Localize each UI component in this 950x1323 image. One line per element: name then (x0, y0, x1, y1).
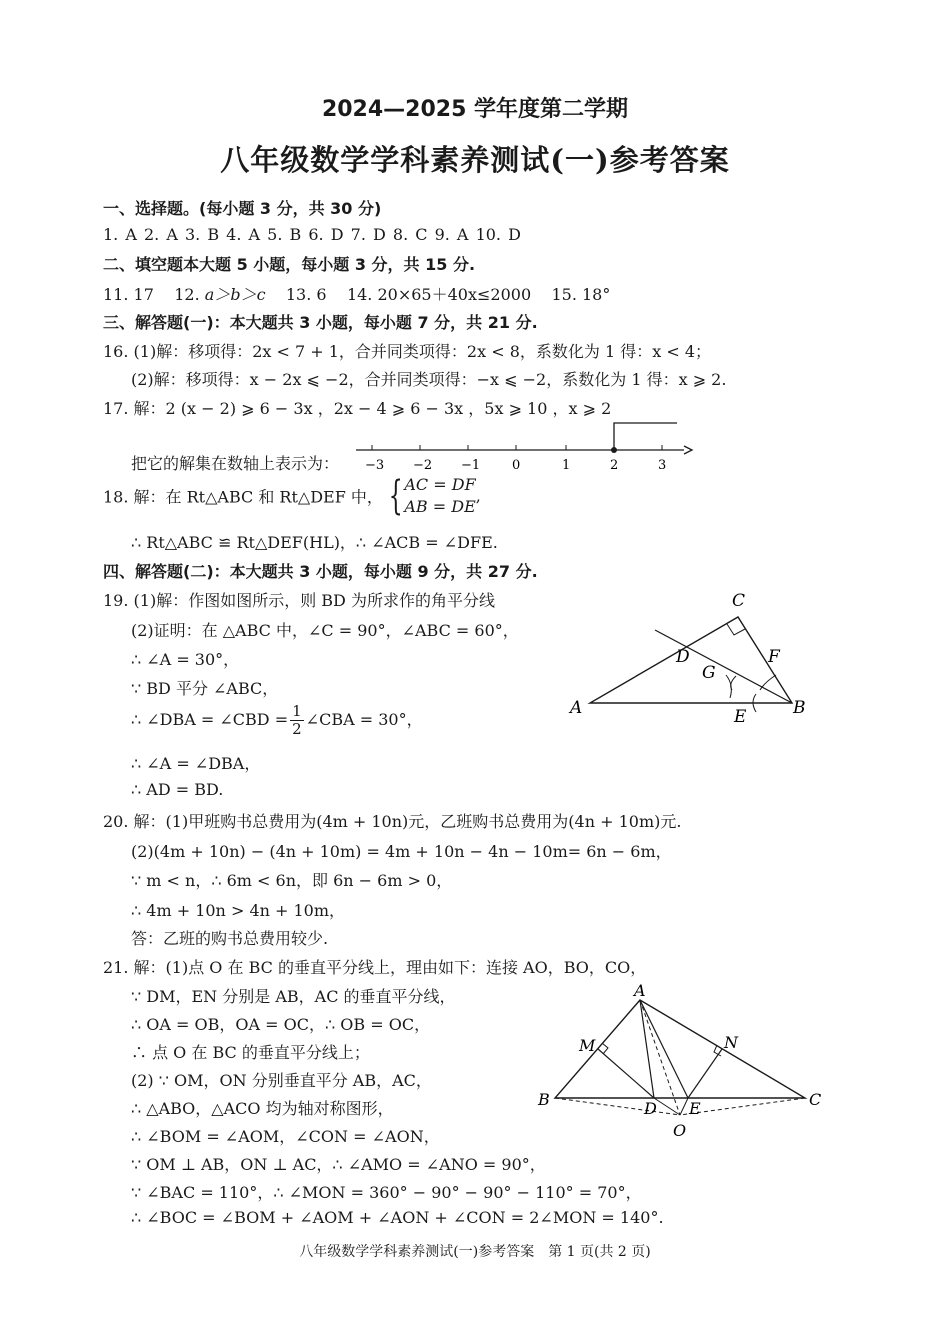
tick-label: 3 (658, 458, 667, 473)
q19-line7: ∴ AD = BD. (131, 780, 224, 799)
segment-eo (680, 1098, 688, 1115)
label-b: B (793, 698, 806, 718)
right-angle-mark (727, 624, 745, 635)
section2-answers (103, 282, 610, 305)
right-angle-mark-m (602, 1043, 608, 1054)
answer-15: 15. 18° (551, 285, 611, 304)
tick-label: 0 (512, 458, 521, 473)
perp-bisector-en (688, 1049, 722, 1098)
section2-heading: 二、填空题本大题 5 小题，每小题 3 分，共 15 分. (103, 255, 476, 274)
system-brace: { (388, 473, 403, 519)
perp-bisector-dm (598, 1049, 654, 1098)
q18-intro-row (103, 474, 481, 518)
answer-14-expr: 20×65＋40x≤2000 (377, 285, 532, 304)
q19-line5a: ∴ ∠DBA = ∠CBD = (131, 710, 289, 729)
answer-13: 13. 6 (285, 285, 327, 304)
q21-line4: ∴ 点 O 在 BC 的垂直平分线上； (131, 1043, 370, 1062)
fraction-denominator: 2 (292, 720, 302, 738)
section3-heading: 三、解答题(一)：本大题共 3 小题，每小题 7 分，共 21 分. (103, 313, 538, 332)
term-heading: 2024—2025 学年度第二学期 (321, 97, 629, 122)
label-b: B (538, 1090, 550, 1109)
answer-12-label: 12. (174, 285, 200, 304)
q21-line3: ∴ OA = OB，OA = OC，∴ OB = OC， (131, 1015, 431, 1034)
section1-answers: 1. A 2. A 3. B 4. A 5. B 6. D 7. D 8. C 9. A 10. D (103, 225, 521, 244)
q21-line6: ∴ △ABO，△ACO 均为轴对称图形， (131, 1099, 394, 1118)
q21-line1: 21. 解：(1)点 O 在 BC 的垂直平分线上，理由如下：连接 AO，BO，CO， (103, 958, 647, 977)
q18-comma: , (475, 486, 481, 506)
section1-heading: 一、选择题。(每小题 3 分，共 30 分) (103, 199, 382, 218)
figure-19 (560, 590, 820, 730)
q16-part1: 16. (1)解：移项得：2x < 7 + 1，合并同类项得：2x < 8，系数化为 1 得：x < 4； (103, 342, 712, 361)
answer-14-label: 14. (346, 285, 373, 304)
section4-heading: 四、解答题(二)：本大题共 3 小题，每小题 9 分，共 27 分. (103, 562, 538, 581)
q19-line6: ∴ ∠A = ∠DBA， (131, 754, 261, 773)
q20-line2: (2)(4m + 10n) − (4n + 10m) = 4m + 10n − 4n − 10m= 6n − 6m， (131, 842, 672, 861)
label-e: E (734, 707, 747, 727)
figure-21 (530, 978, 830, 1143)
page-title: 八年级数学学科素养测试(一)参考答案 (220, 143, 730, 177)
q19-line1: 19. (1)解：作图如图所示，则 BD 为所求作的角平分线 (103, 591, 495, 610)
equation-system (404, 474, 475, 518)
label-c: C (732, 591, 746, 611)
q16-part2: (2)解：移项得：x − 2x ⩽ −2，合并同类项得：−x ⩽ −2，系数化为 1 得：x ⩾ 2. (131, 370, 727, 389)
page-footer: 八年级数学学科素养测试(一)参考答案 第 1 页(共 2 页) (299, 1244, 651, 1260)
label-d: D (676, 647, 690, 667)
q20-line1: 20. 解：(1)甲班购书总费用为(4m + 10n)元，乙班购书总费用为(4n + 10m)元. (103, 812, 682, 831)
tick-label: −1 (461, 458, 481, 473)
q19-line5 (131, 703, 423, 738)
label-g: G (702, 663, 716, 683)
q18-eq2: AB = DE (404, 497, 476, 516)
q21-line9: ∵ ∠BAC = 110°，∴ ∠MON = 360° − 90° − 90° − 110° = 70°， (131, 1183, 642, 1202)
answer-11: 11. 17 (103, 285, 154, 304)
tick-label: 1 (562, 458, 571, 473)
arc-mark-g2 (731, 676, 736, 690)
fraction-half (290, 703, 304, 738)
label-d: D (644, 1099, 657, 1118)
label-n: N (724, 1033, 738, 1052)
fraction-numerator: 1 (292, 702, 302, 720)
q21-line7: ∴ ∠BOM = ∠AOM，∠CON = ∠AON， (131, 1127, 440, 1146)
q19-line3: ∴ ∠A = 30°， (131, 650, 240, 669)
label-a: A (570, 698, 583, 718)
q21-line2: ∵ DM，EN 分别是 AB，AC 的垂直平分线， (131, 987, 456, 1006)
label-m: M (579, 1036, 596, 1055)
label-c: C (809, 1090, 822, 1109)
number-line-arrow (684, 446, 692, 454)
q20-line4: ∴ 4m + 10n > 4n + 10m， (131, 901, 346, 920)
q21-line10: ∴ ∠BOC = ∠BOM + ∠AOM + ∠AON + ∠CON = 2∠MON = 140°. (131, 1208, 664, 1227)
q18-intro: 18. 解：在 Rt△ABC 和 Rt△DEF 中， (103, 487, 383, 507)
triangle-abc (590, 617, 792, 703)
q19-line2: (2)证明：在 △ABC 中，∠C = 90°，∠ABC = 60°， (131, 621, 519, 640)
q20-answer: 答：乙班的购书总费用较少. (131, 929, 329, 948)
tick-label: −3 (365, 458, 385, 473)
solution-ray (614, 423, 677, 450)
label-e: E (689, 1099, 701, 1118)
q21-line5: (2) ∵ OM，ON 分别垂直平分 AB，AC， (131, 1071, 432, 1090)
answer-12-expr: a＞b＞c (204, 285, 266, 304)
q18-eq1: AC = DF (404, 475, 476, 494)
q19-line5b: ∠CBA = 30°， (305, 710, 423, 729)
q17-solution: 17. 解：2 (x − 2) ⩾ 6 − 3x ，2x − 4 ⩾ 6 − 3x ，5x ⩾ 10 ，x ⩾ 2 (103, 399, 612, 418)
tick-label: 2 (610, 458, 619, 473)
solution-point (611, 447, 617, 453)
label-f: F (768, 647, 780, 667)
segment-bo (555, 1098, 680, 1115)
q21-line8: ∵ OM ⊥ AB，ON ⊥ AC，∴ ∠AMO = ∠ANO = 90°， (131, 1155, 546, 1174)
q20-line3: ∵ m < n，∴ 6m < 6n，即 6n − 6m > 0， (131, 871, 453, 890)
q19-line4: ∵ BD 平分 ∠ABC， (131, 679, 279, 698)
number-line (352, 418, 697, 476)
segment-do (654, 1098, 680, 1115)
tick-label: −2 (413, 458, 433, 473)
q17-axis-label: 把它的解集在数轴上表示为： (131, 454, 340, 473)
q18-conclusion: ∴ Rt△ABC ≌ Rt△DEF(HL)，∴ ∠ACB = ∠DFE. (131, 533, 498, 552)
label-o: O (673, 1121, 687, 1140)
label-a: A (634, 981, 646, 1000)
